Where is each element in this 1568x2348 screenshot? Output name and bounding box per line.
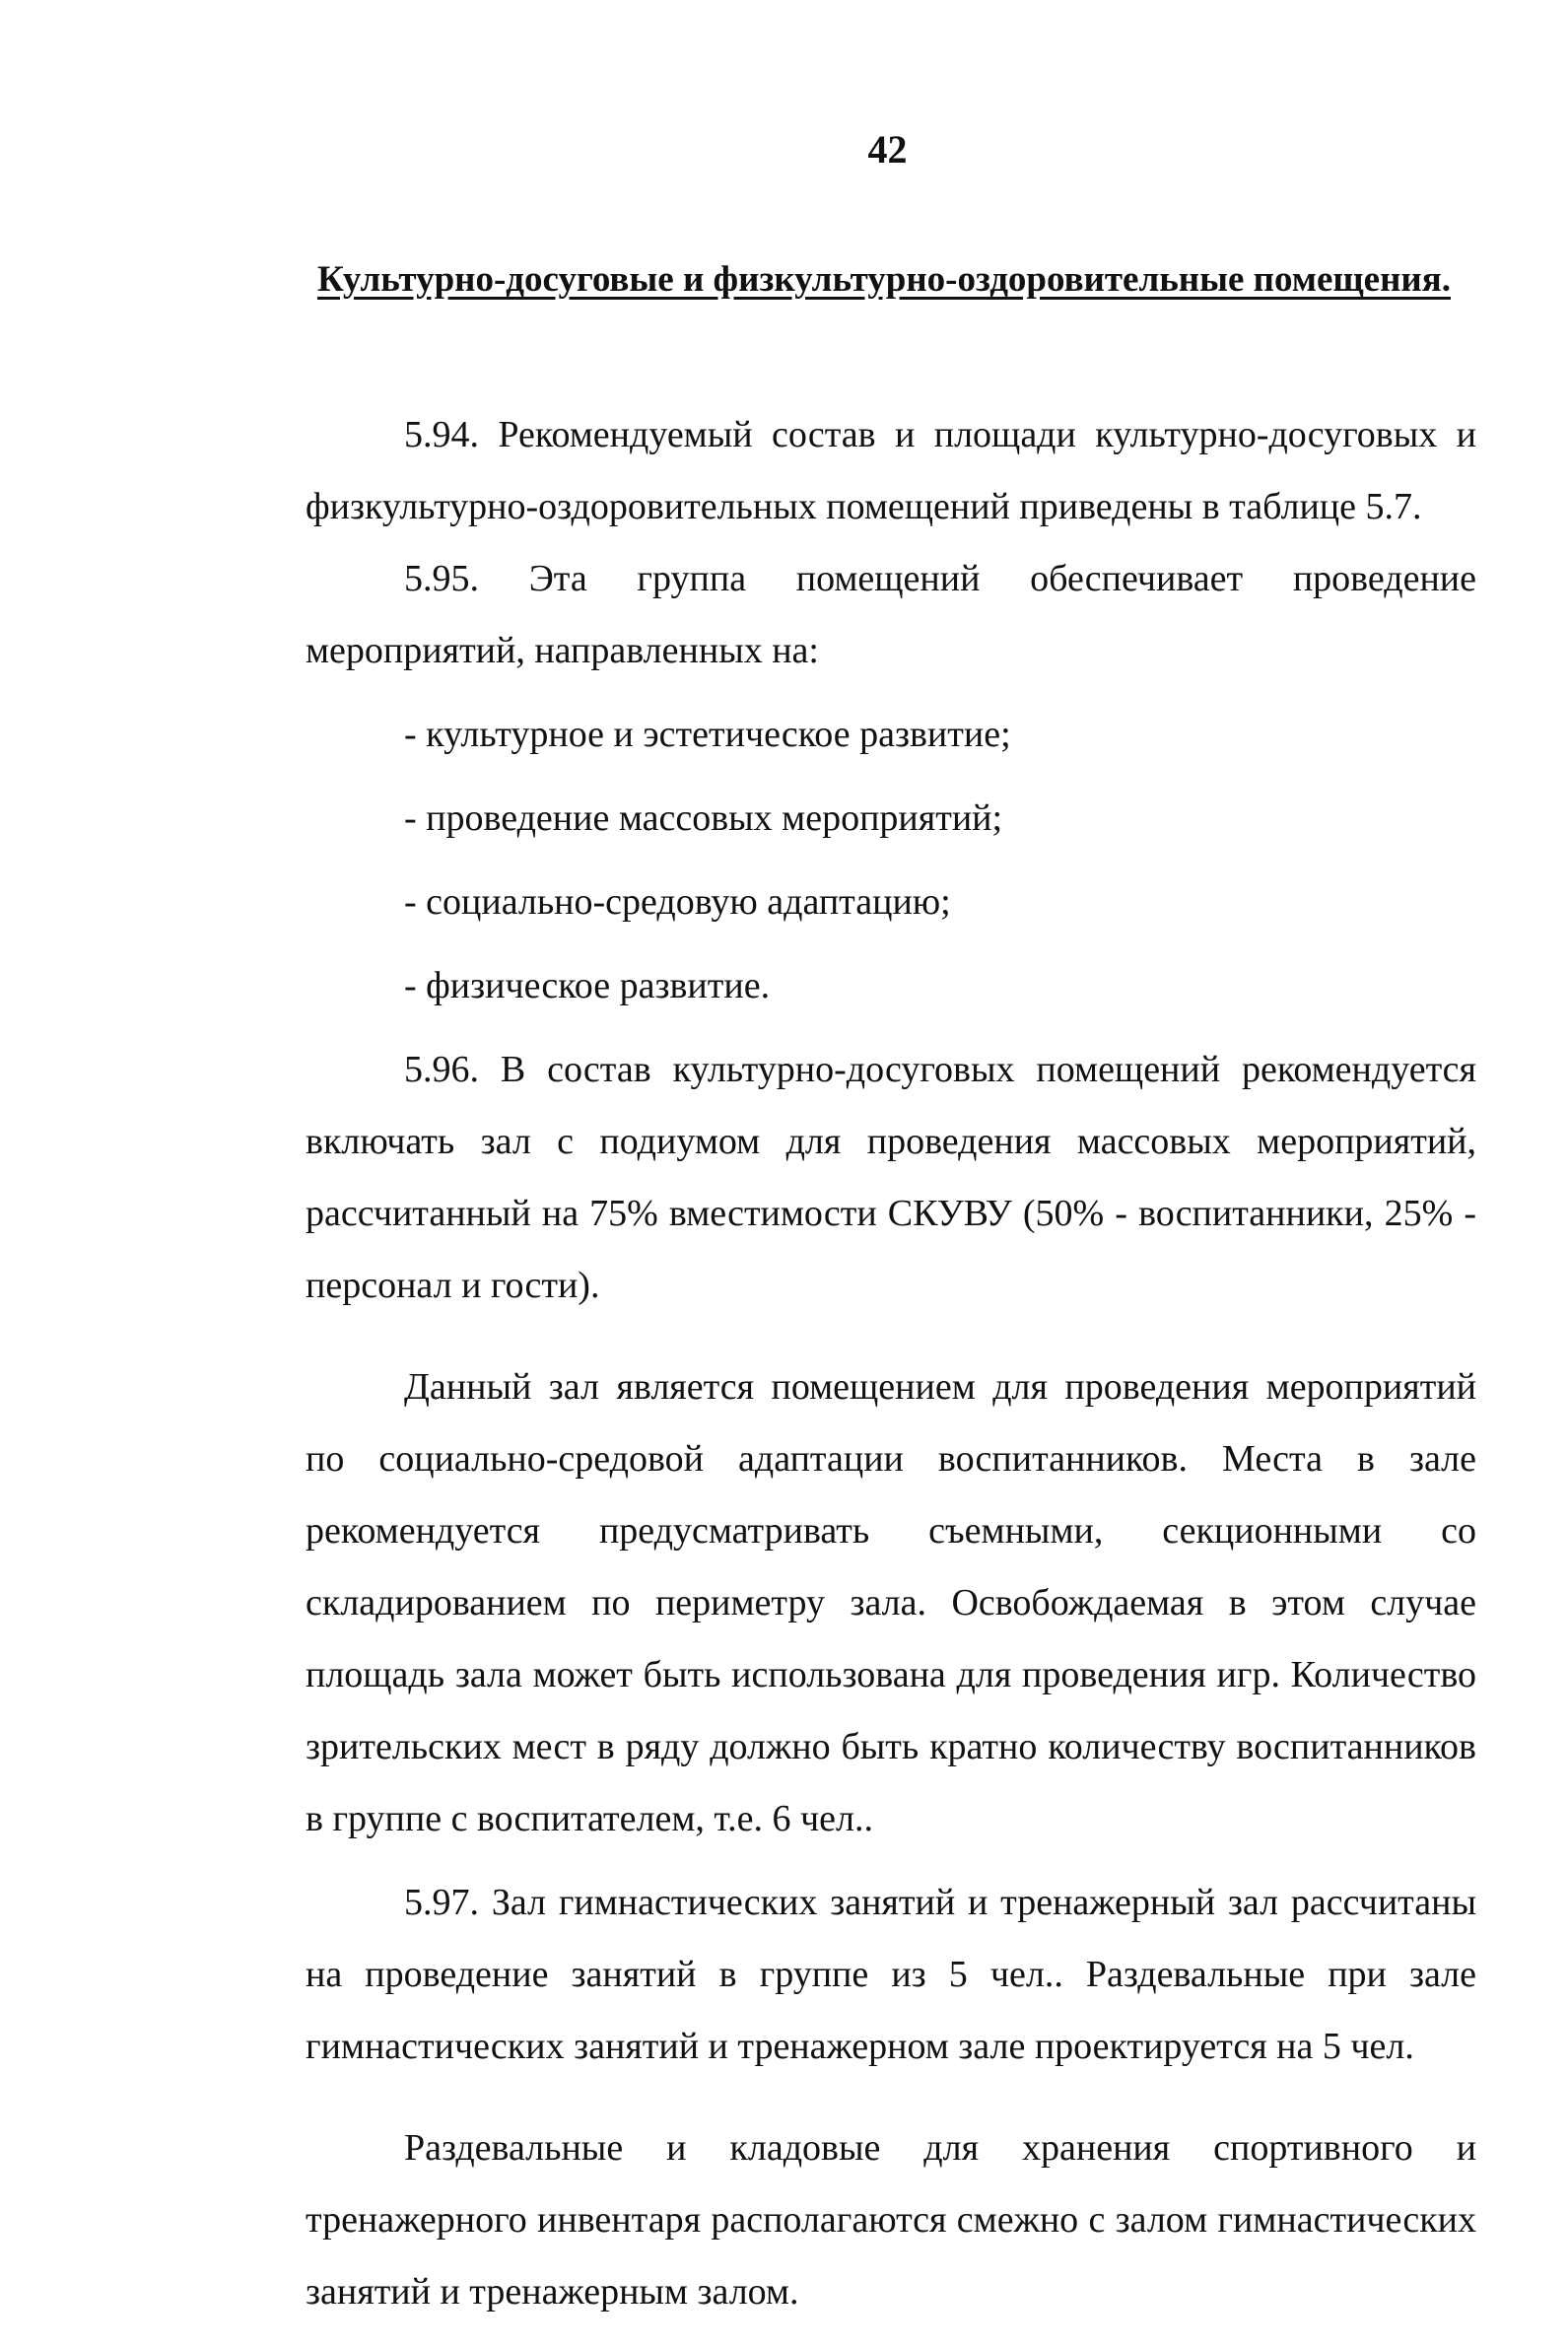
list-item: - проведение массовых мероприятий; (404, 797, 1003, 839)
paragraph-5-97-continued: Раздевальные и кладовые для хранения спортивного и тренажерного инвентаря располагаются смежно с залом гимнастических занятий и тренажерным залом. (306, 2127, 1476, 2313)
list-item: - культурное и эстетическое развитие; (404, 714, 1011, 755)
paragraph-5-97: 5.97. Зал гимнастических занятий и тренажерный зал рассчитаны на проведение занятий в группе из 5 чел.. Раздевальные при зале гимнастических занятий и тренажерном зале проектируется на 5 чел. (306, 1882, 1476, 2067)
paragraph-5-96-continued: Данный зал является помещением для проведения мероприятий по социально-средовой адаптации воспитанников. Места в зале рекомендуется предусматривать съемными, секционными со складированием по периметру зала. Освобождаемая в этом случае площадь зала может быть использована для проведения игр. Количество зрительских мест в ряду должно быть кратно количеству воспитанников в группе с воспитателем, т.е. 6 чел.. (306, 1366, 1476, 1839)
list-item: - социально-средовую адаптацию; (404, 881, 951, 923)
document-body (306, 399, 1476, 2328)
list-item: - физическое развитие. (404, 965, 771, 1006)
paragraph-5-96: 5.96. В состав культурно-досуговых помещений рекомендуется включать зал с подиумом для проведения массовых мероприятий, рассчитанный на 75% вместимости СКУВУ (50% - воспитанники, 25% - персонал и гости). (306, 1049, 1476, 1306)
paragraph-5-95: 5.95. Эта группа помещений обеспечивает проведение мероприятий, направленных на: (306, 558, 1476, 671)
section-title: Культурно-досуговые и физкультурно-оздоровительные помещения. (317, 259, 1451, 300)
paragraph-5-94: 5.94. Рекомендуемый состав и площади культурно-досуговых и физкультурно-оздоровительных помещений приведены в таблице 5.7. (306, 414, 1476, 527)
page-number: 42 (867, 127, 908, 172)
